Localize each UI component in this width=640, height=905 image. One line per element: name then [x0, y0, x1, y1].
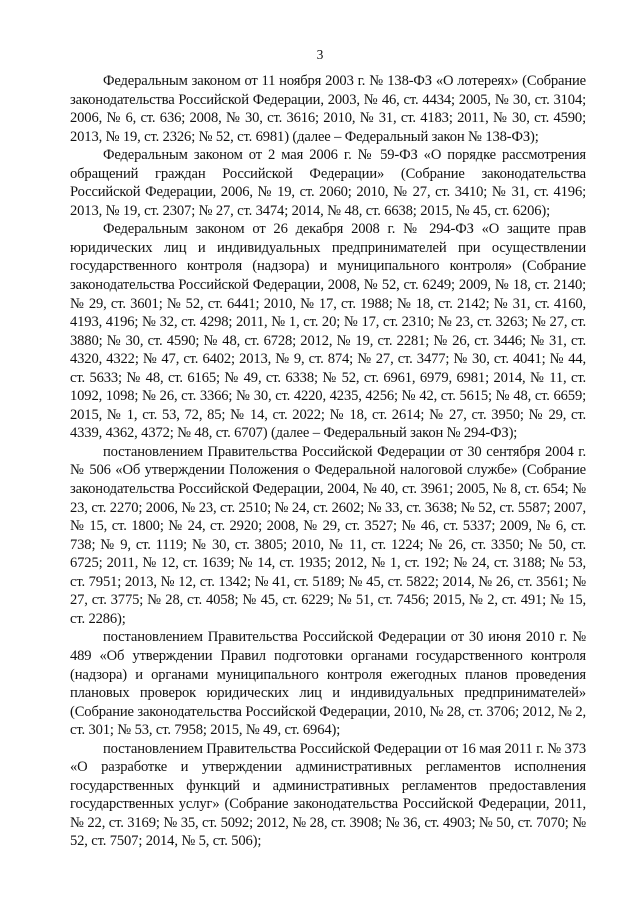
paragraph-resolution-506: постановлением Правительства Российской Федерации от 30 сентября 2004 г. № 506 «Об утверждении Положения о Федеральной налоговой службе» (Собрание законодательства Российской Федерации, 2004, № 40, ст. 3961; 2005, № 8, ст. 654; № 23, ст. 2270; 2006, № 23, ст. 2510; № 24, ст. 2602; № 33, ст. 3638; № 52, ст. 5587; 2007, № 15, ст. 1800; № 24, ст. 2920; 2008, № 29, ст. 3527; № 46, ст. 5337; 2009, № 6, ст. 738; № 9, ст. 1119; № 30, ст. 3805; 2010, № 11, ст. 1224; № 26, ст. 3350; № 50, ст. 6725; 2011, № 12, ст. 1639; № 14, ст. 1935; 2012, № 1, ст. 192; № 24, ст. 3188; № 53, ст. 7951; 2013, № 12, ст. 1342; № 41, ст. 5189; № 45, ст. 5822; 2014, № 26, ст. 3561; № 27, ст. 3775; № 28, ст. 4058; № 45, ст. 6229; № 51, ст. 7456; 2015, № 2, ст. 491; № 15, ст. 2286); — [70, 443, 586, 627]
document-body — [70, 72, 586, 851]
paragraph-resolution-489: постановлением Правительства Российской Федерации от 30 июня 2010 г. № 489 «Об утверждении Правил подготовки органами государственного контроля (надзора) и органами муниципального контроля ежегодных планов проведения плановых проверок юридических лиц и индивидуальных предпринимателей» (Собрание законодательства Российской Федерации, 2010, № 28, ст. 3706; 2012, № 2, ст. 301; № 53, ст. 7958; 2015, № 49, ст. 6964); — [70, 629, 586, 739]
paragraph-law-59-fz: Федеральным законом от 2 мая 2006 г. № 59-ФЗ «О порядке рассмотрения обращений граждан Российской Федерации» (Собрание законодательства Российской Федерации, 2006, № 19, ст. 2060; 2010, № 27, ст. 3410; № 31, ст. 4196; 2013, № 19, ст. 2307; № 27, ст. 3474; 2014, № 48, ст. 6638; 2015, № 45, ст. 6206); — [70, 147, 586, 219]
paragraph-resolution-373: постановлением Правительства Российской Федерации от 16 мая 2011 г. № 373 «О разработке и утверждении административных регламентов исполнения государственных функций и административных регламентов предоставления государственных услуг» (Собрание законодательства Российской Федерации, 2011, № 22, ст. 3169; № 35, ст. 5092; 2012, № 28, ст. 3908; № 36, ст. 4903; № 50, ст. 7070; № 52, ст. 7507; 2014, № 5, ст. 506); — [70, 740, 586, 850]
paragraph-law-138-fz: Федеральным законом от 11 ноября 2003 г. № 138-ФЗ «О лотереях» (Собрание законодательства Российской Федерации, 2003, № 46, ст. 4434; 2005, № 30, ст. 3104; 2006, № 6, ст. 636; 2008, № 30, ст. 3616; 2010, № 31, ст. 4183; 2011, № 30, ст. 4590; 2013, № 19, ст. 2326; № 52, ст. 6981) (далее – Федеральный закон № 138-ФЗ); — [70, 73, 586, 145]
paragraph-law-294-fz: Федеральным законом от 26 декабря 2008 г. № 294-ФЗ «О защите прав юридических лиц и индивидуальных предпринимателей при осуществлении государственного контроля (надзора) и муниципального контроля» (Собрание законодательства Российской Федерации, 2008, № 52, ст. 6249; 2009, № 18, ст. 2140; № 29, ст. 3601; № 52, ст. 6441; 2010, № 17, ст. 1988; № 18, ст. 2142; № 31, ст. 4160, 4193, 4196; № 32, ст. 4298; 2011, № 1, ст. 20; № 17, ст. 2310; № 23, ст. 3263; № 27, ст. 3880; № 30, ст. 4590; № 48, ст. 6728; 2012, № 19, ст. 2281; № 26, ст. 3446; № 31, ст. 4320, 4322; № 47, ст. 6402; 2013, № 9, ст. 874; № 27, ст. 3477; № 30, ст. 4041; № 44, ст. 5633; № 48, ст. 6165; № 49, ст. 6338; № 52, ст. 6961, 6979, 6981; 2014, № 11, ст. 1092, 1098; № 26, ст. 3366; № 30, ст. 4220, 4235, 4256; № 42, ст. 5615; № 48, ст. 6659; 2015, № 1, ст. 53, 72, 85; № 14, ст. 2022; № 18, ст. 2614; № 27, ст. 3950; № 29, ст. 4339, 4362, 4372; № 48, ст. 6707) (далее – Федеральный закон № 294-ФЗ); — [70, 221, 586, 442]
page-number: 3 — [316, 47, 324, 62]
